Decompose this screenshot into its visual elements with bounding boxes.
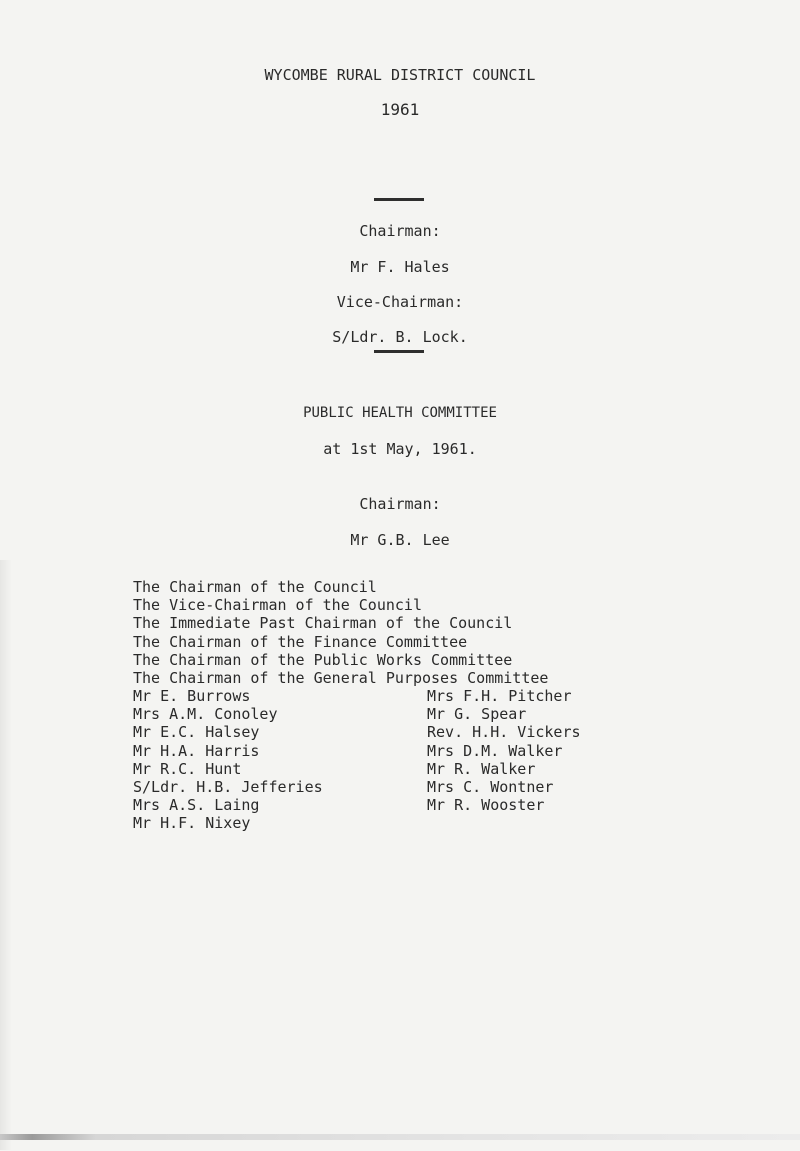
council-vice-chairman-label: Vice-Chairman:	[336, 293, 464, 311]
list-item: The Vice-Chairman of the Council	[133, 596, 422, 615]
list-item: Mrs A.S. Laing	[133, 796, 260, 815]
list-item: Mr E.C. Halsey	[133, 723, 260, 742]
list-item: Mr H.F. Nixey	[133, 814, 251, 833]
divider-rule	[374, 350, 424, 353]
list-item: The Chairman of the General Purposes Committee	[133, 669, 549, 688]
list-item: The Chairman of the Council	[133, 578, 377, 596]
list-item: S/Ldr. H.B. Jefferies	[133, 778, 323, 797]
list-item: Mr R.C. Hunt	[133, 759, 242, 778]
scan-bottom-shadow	[0, 1134, 800, 1140]
list-item: Mr R. Wooster	[427, 796, 545, 815]
list-item: Mr R. Walker	[427, 759, 536, 778]
list-item: The Chairman of the Finance Committee	[133, 632, 468, 651]
divider-rule	[374, 198, 424, 201]
scan-edge-shadow	[0, 560, 12, 1150]
list-item: Mrs C. Wontner	[427, 778, 554, 797]
committee-date: at 1st May, 1961.	[323, 440, 477, 458]
committee-title: PUBLIC HEALTH COMMITTEE	[303, 405, 497, 421]
list-item: Mr G. Spear	[427, 705, 527, 724]
list-item: Mrs F.H. Pitcher	[427, 687, 572, 705]
list-item: Mrs D.M. Walker	[427, 741, 563, 760]
council-title: WYCOMBE RURAL DISTRICT COUNCIL	[264, 66, 536, 84]
council-chairman-label: Chairman:	[359, 222, 441, 240]
list-item: Rev. H.H. Vickers	[427, 723, 581, 742]
list-item: Mrs A.M. Conoley	[133, 705, 278, 724]
members-left-column	[133, 687, 323, 833]
council-vice-chairman-name: S/Ldr. B. Lock.	[332, 328, 468, 346]
ex-officio-list	[133, 578, 548, 687]
list-item: The Chairman of the Public Works Committee	[133, 650, 513, 669]
council-chairman-name: Mr F. Hales	[350, 258, 450, 276]
members-right-column	[427, 687, 581, 814]
list-item: Mr H.A. Harris	[133, 741, 260, 760]
list-item: Mr E. Burrows	[133, 687, 251, 705]
committee-chairman-name: Mr G.B. Lee	[350, 531, 450, 549]
list-item: The Immediate Past Chairman of the Council	[133, 614, 513, 633]
committee-chairman-label: Chairman:	[359, 495, 441, 513]
document-year: 1961	[380, 100, 420, 119]
